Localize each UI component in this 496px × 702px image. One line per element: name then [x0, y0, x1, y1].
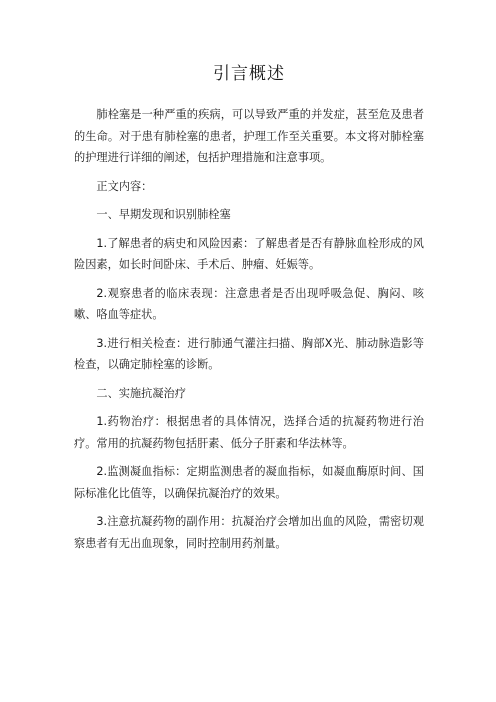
section-2-item-2: 2.监测凝血指标：定期监测患者的凝血指标，如凝血酶原时间、国际标准化比值等，以确保抗凝治疗的效果。 — [74, 465, 424, 500]
body-label: 正文内容： — [96, 179, 153, 193]
section-1-item-3: 3.进行相关检查：进行肺通气灌注扫描、胸部X光、肺动脉造影等检查，以确定肺栓塞的诊断。 — [74, 336, 424, 371]
document-title: 引言概述 — [213, 64, 285, 84]
section-1-item-1: 1.了解患者的病史和风险因素：了解患者是否有静脉血栓形成的风险因素，如长时间卧床、手术后、肿瘤、妊娠等。 — [74, 236, 424, 271]
section-2-item-3: 3.注意抗凝药物的副作用：抗凝治疗会增加出血的风险，需密切观察患者有无出血现象，同时控制用药剂量。 — [74, 515, 424, 550]
section-1-item-2: 2.观察患者的临床表现：注意患者是否出现呼吸急促、胸闷、咳嗽、咯血等症状。 — [74, 286, 424, 321]
section-heading-2: 二、实施抗凝治疗 — [96, 386, 186, 400]
intro-paragraph: 肺栓塞是一种严重的疾病，可以导致严重的并发症，甚至危及患者的生命。对于患有肺栓塞的患者，护理工作至关重要。本文将对肺栓塞的护理进行详细的阐述，包括护理措施和注意事项。 — [74, 108, 424, 164]
section-2-item-1: 1.药物治疗：根据患者的具体情况，选择合适的抗凝药物进行治疗。常用的抗凝药物包括肝素、低分子肝素和华法林等。 — [74, 415, 424, 450]
section-heading-1: 一、早期发现和识别肺栓塞 — [96, 208, 231, 221]
